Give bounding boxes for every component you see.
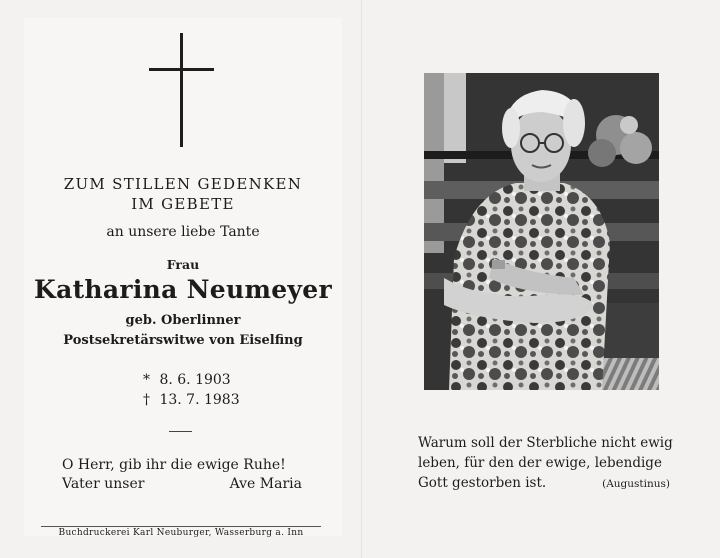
card-fold	[361, 0, 362, 558]
cross-vertical-bar	[180, 33, 183, 147]
prayer-ave-maria: Ave Maria	[229, 475, 302, 492]
quote-line-2: leben, für den der ewige, lebendige	[418, 455, 662, 471]
occupation: Postsekretärswitwe von Eiselfing	[63, 333, 303, 348]
quote-line-3	[418, 473, 670, 493]
death-row	[138, 392, 240, 412]
death-date: 13. 7. 1983	[159, 392, 240, 408]
prayer-block	[62, 456, 302, 493]
quote-source: (Augustinus)	[602, 478, 670, 490]
prayer-line: O Herr, gib ihr die ewige Ruhe!	[62, 457, 286, 473]
birth-row	[138, 372, 240, 392]
portrait-illustration	[424, 73, 659, 390]
quote-block	[418, 433, 673, 493]
death-cross-icon: †	[143, 392, 150, 408]
divider	[169, 431, 192, 432]
heading-gebete: IM GEBETE	[131, 195, 235, 213]
prayer-row	[62, 475, 302, 494]
quote-line-1: Warum soll der Sterbliche nicht ewig	[418, 435, 673, 451]
maiden-name: geb. Oberlinner	[125, 313, 241, 328]
printer-imprint: Buchdruckerei Karl Neuburger, Wasserburg a. Inn	[58, 528, 304, 538]
cross-horizontal-bar	[149, 68, 214, 71]
life-dates	[138, 372, 240, 412]
prayer-vater-unser: Vater unser	[62, 475, 145, 492]
birth-star-icon: *	[143, 372, 150, 388]
portrait-photo	[424, 73, 659, 390]
quote-line-3-text: Gott gestorben ist.	[418, 475, 547, 491]
deceased-name: Katharina Neumeyer	[34, 275, 332, 304]
salutation: Frau	[166, 257, 200, 272]
intro-text: an unsere liebe Tante	[106, 224, 260, 240]
printer-rule	[41, 526, 321, 527]
birth-date: 8. 6. 1903	[159, 372, 231, 388]
heading-gedenken: ZUM STILLEN GEDENKEN	[63, 175, 303, 193]
